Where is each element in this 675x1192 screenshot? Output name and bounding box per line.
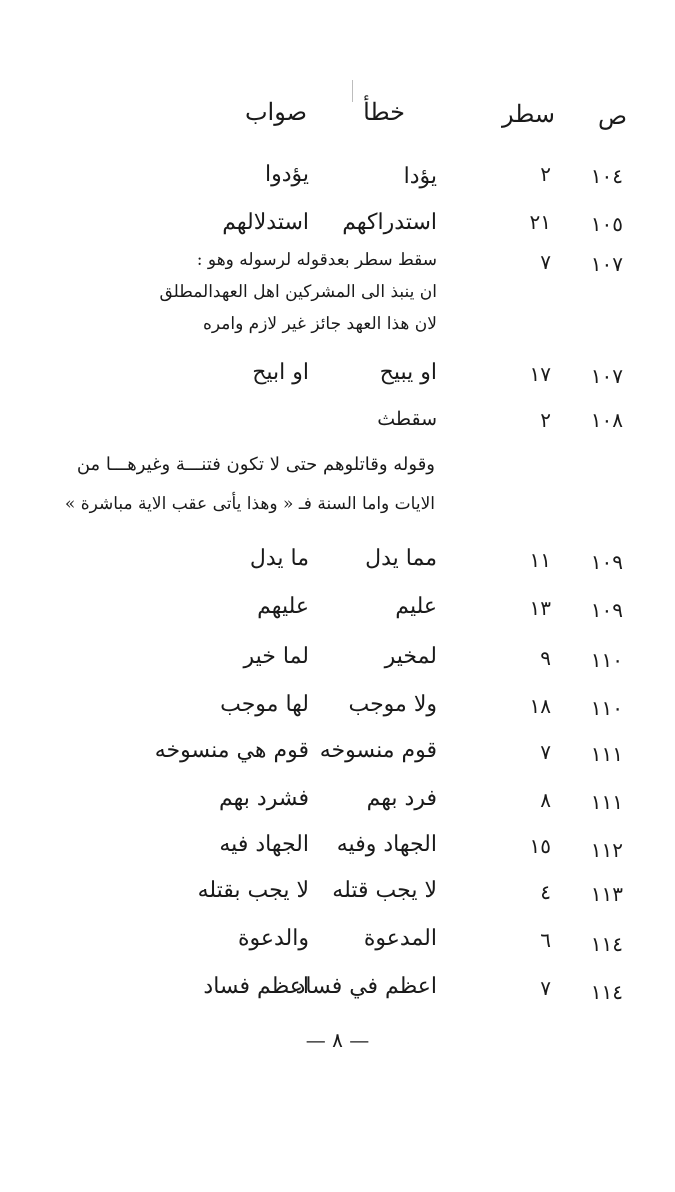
row-wrong-text: او يبيح [379,360,437,385]
row-page-number: ١٠٨ [590,408,623,432]
row-right-text: او ابيح [252,360,309,385]
row-line-number: ٢ [540,162,551,186]
row-wrong-text: المدعوة [363,926,437,951]
note-line: سقط سطر بعدقوله لرسوله وهو : [196,250,437,270]
row-wrong-text: لمخير [384,644,437,669]
row-line-number: ٧ [540,250,551,274]
row-wrong-text: سقطث [377,408,437,430]
row-page-number: ١٠٩ [590,550,623,574]
row-page-number: ١١٠ [590,696,623,720]
row-page-number: ١٠٥ [590,212,623,236]
row-right-text: لها موجب [220,692,309,717]
row-line-number: ٢١ [529,210,551,234]
note-line: وقوله وقاتلوهم حتى لا تكون فتنـــة وغيرهـــا من [76,454,435,475]
row-line-number: ٢ [540,408,551,432]
row-right-text: ما يدل [249,546,309,571]
row-right-text: فشرد بهم [219,786,309,811]
header-page: ص [597,102,627,130]
row-line-number: ٩ [540,646,551,670]
row-right-text: قوم هي منسوخه [154,738,309,763]
row-line-number: ١١ [529,548,551,572]
row-wrong-text: الجهاد وفيه [336,832,437,857]
row-page-number: ١١١ [590,742,623,766]
row-wrong-text: عليم [395,594,437,619]
row-line-number: ١٥ [529,834,551,858]
row-page-number: ١١١ [590,790,623,814]
row-wrong-text: استدراكهم [342,210,437,235]
row-right-text: والدعوة [237,926,309,951]
row-line-number: ١٨ [529,694,551,718]
row-right-text: يؤدوا [264,162,309,187]
row-wrong-text: ولا موجب [348,692,437,717]
row-right-text: الجهاد فيه [219,832,309,857]
row-wrong-text: مما يدل [365,546,437,571]
row-page-number: ١١٠ [590,648,623,672]
note-line: ان ينبذ الى المشركين اهل العهدالمطلق [159,282,437,302]
row-page-number: ١٠٤ [590,164,623,188]
column-divider [352,80,353,102]
row-line-number: ٧ [540,740,551,764]
row-page-number: ١١٤ [590,980,623,1004]
row-right-text: اعظم فساد [203,974,309,999]
row-wrong-text: لا يجب قتله [332,878,437,903]
row-wrong-text: يؤدا [403,164,437,189]
row-page-number: ١٠٧ [590,252,623,276]
row-right-text: لا يجب بقتله [197,878,309,903]
row-page-number: ١٠٧ [590,364,623,388]
row-page-number: ١١٣ [590,882,623,906]
row-right-text: عليهم [257,594,309,619]
header-wrong: خطأ [363,98,405,126]
row-page-number: ١١٢ [590,838,623,862]
row-page-number: ١٠٩ [590,598,623,622]
page-number: — ٨ — [305,1028,370,1052]
row-line-number: ٧ [540,976,551,1000]
header-right: صواب [244,98,307,126]
row-line-number: ٦ [540,928,551,952]
row-line-number: ١٣ [529,596,551,620]
header-line: سطر [501,100,555,128]
note-line: لان هذا العهد جائز غير لازم وامره [202,314,437,334]
row-page-number: ١١٤ [590,932,623,956]
row-wrong-text: اعظم في فساد [295,974,437,999]
row-right-text: لما خير [243,644,309,669]
row-line-number: ٤ [540,880,551,904]
row-line-number: ٨ [540,788,551,812]
row-right-text: استدلالهم [222,210,309,235]
note-line: الايات واما السنة فـ « وهذا يأتى عقب الاية مباشرة » [64,494,435,514]
row-wrong-text: فرد بهم [366,786,437,811]
row-wrong-text: قوم منسوخه [319,738,437,763]
row-line-number: ١٧ [529,362,551,386]
